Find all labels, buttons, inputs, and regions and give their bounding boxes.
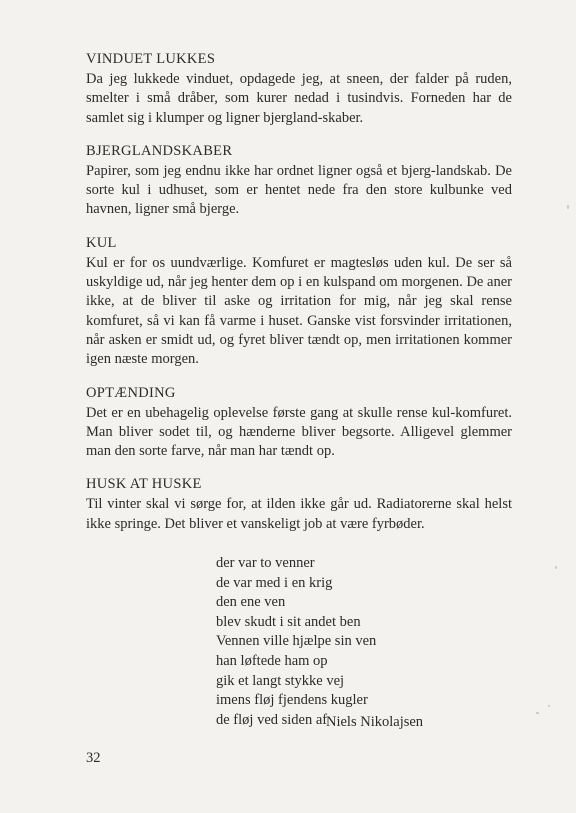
poem-line: der var to venner — [216, 555, 315, 571]
prose-column — [86, 50, 512, 548]
poem-line: gik et langt stykke vej — [216, 672, 345, 689]
paper-speck — [536, 712, 539, 714]
page-number: 32 — [86, 750, 101, 766]
poem-line: de var med i en krig — [216, 574, 333, 591]
section-optaending — [86, 384, 512, 462]
poem-author: Niels Nikolajsen — [326, 714, 424, 730]
poem-line: han løftede ham op — [216, 652, 328, 669]
poem-line: Vennen ville hjælpe sin ven — [216, 633, 377, 650]
section-text: Til vinter skal vi sørge for, at ilden ikke går ud. Radiatorerne skal helst ikke springe. Det bliver et vanskeligt job at være fyrbøder. — [86, 496, 512, 532]
section-heading: BJERGLANDSKABER — [86, 142, 233, 159]
section-kul — [86, 234, 512, 370]
paper-speck — [548, 705, 550, 707]
paper-speck — [555, 566, 557, 569]
section-husk-at-huske — [86, 475, 512, 534]
poem-line: den ene ven — [216, 594, 286, 611]
poem-line: de fløj ved siden af — [216, 711, 328, 728]
section-text: Papirer, som jeg endnu ikke har ordnet ligner også et bjerg-landskab. De sorte kul i udhuset, som er hentet nede fra den store kulbunke ved havnen, ligner små bjerge. — [86, 162, 512, 218]
section-bjerglandskaber — [86, 142, 512, 220]
section-heading: OPTÆNDING — [86, 384, 176, 401]
section-heading: KUL — [86, 234, 117, 251]
section-vinduet-lukkes — [86, 50, 512, 128]
paper-speck — [567, 205, 569, 209]
section-text: Det er en ubehagelig oplevelse første gang at skulle rense kul-komfuret. Man bliver sodet til, og hænderne bliver begsorte. Alligevel glemmer man den sorte farve, når man har tændt op. — [86, 404, 512, 460]
poem-line: imens fløj fjendens kugler — [216, 692, 368, 709]
section-heading: HUSK AT HUSKE — [86, 476, 202, 493]
poem — [216, 554, 456, 730]
section-heading: VINDUET LUKKES — [86, 51, 216, 67]
poem-line: blev skudt i sit andet ben — [216, 613, 361, 630]
section-text: Kul er for os uundværlige. Komfuret er magtesløs uden kul. De ser så uskyldige ud, når jeg henter dem op i en kulspand om morgenen. De aner ikke, at de bliver til aske og irritation for mig, når jeg skal rense komfuret, så vi kan få varme i huset. Ganske vist forsvinder irritationen, når asken er smidt ud, og fyret bliver tændt op, men irritationen kommer igen næste morgen. — [86, 254, 512, 368]
section-text: Da jeg lukkede vinduet, opdagede jeg, at sneen, der falder på ruden, smelter i små dråber, som kurer nedad i tusindvis. Forneden har de samlet sig i klumper og ligner bjergland-skaber. — [86, 71, 512, 126]
